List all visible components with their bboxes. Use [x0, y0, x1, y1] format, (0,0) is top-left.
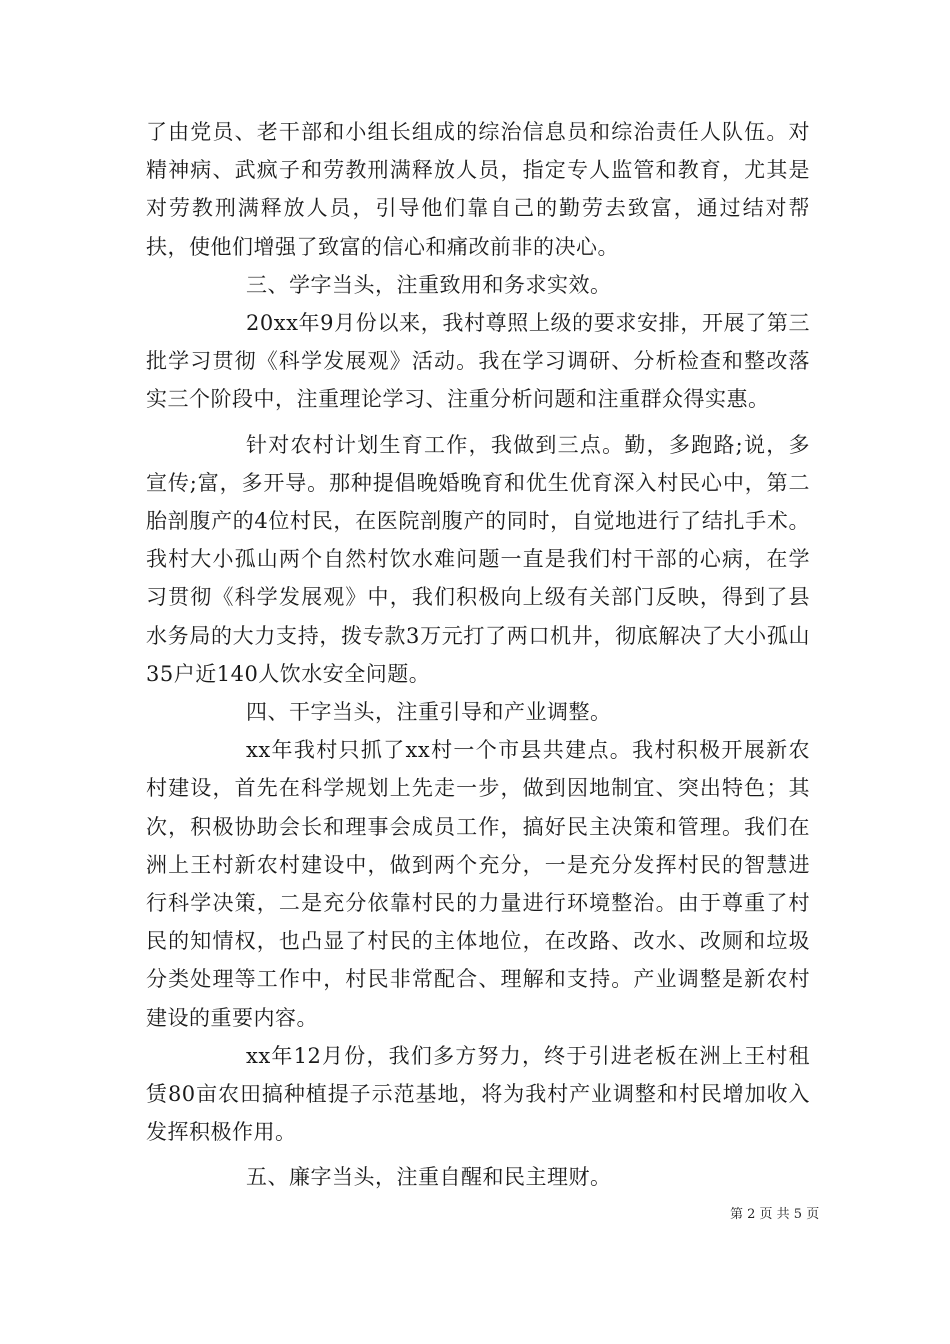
paragraph-5: xx年12月份，我们多方努力，终于引进老板在洲上王村租赁80亩农田搞种植提子示范基地，将为我村产业调整和村民增加收入发挥积极作用。	[146, 1043, 810, 1145]
paragraph-2: 20xx年9月份以来，我村尊照上级的要求安排，开展了第三批学习贯彻《科学发展观》活动。我在学习调研、分析检查和整改落实三个阶段中，注重理论学习、注重分析问题和注重群众得实惠。	[146, 311, 810, 412]
document-body	[146, 113, 810, 1197]
paragraph-4: xx年我村只抓了xx村一个市县共建点。我村积极开展新农村建设，首先在科学规划上先走一步，做到因地制宜、突出特色；其次，积极协助会长和理事会成员工作，搞好民主决策和管理。我们在洲上王村新农村建设中，做到两个充分，一是充分发挥村民的智慧进行科学决策，二是充分依靠村民的力量进行环境整治。由于尊重了村民的知情权，也凸显了村民的主体地位，在改路、改水、改厕和垃圾分类处理等工作中，村民非常配合、理解和支持。产业调整是新农村建设的重要内容。	[146, 738, 810, 1030]
paragraph-1: 了由党员、老干部和小组长组成的综治信息员和综治责任人队伍。对精神病、武疯子和劳教刑满释放人员，指定专人监管和教育，尤其是对劳教刑满释放人员，引导他们靠自己的勤劳去致富，通过结对帮扶，使他们增强了致富的信心和痛改前非的决心。	[146, 120, 810, 259]
paragraph-3: 针对农村计划生育工作，我做到三点。勤，多跑路;说，多宣传;富，多开导。那种提倡晚婚晚育和优生优育深入村民心中，第二胎剖腹产的4位村民，在医院剖腹产的同时，自觉地进行了结扎手术。我村大小孤山两个自然村饮水难问题一直是我们村干部的心病，在学习贯彻《科学发展观》中，我们积极向上级有关部门反映，得到了县水务局的大力支持，拨专款3万元打了两口机井，彻底解决了大小孤山35户近140人饮水安全问题。	[146, 432, 810, 686]
section-heading-4: 四、干字当头，注重引导和产业调整。	[246, 700, 612, 725]
section-heading-3: 三、学字当头，注重致用和务求实效。	[246, 272, 612, 297]
page-number: 第 2 页 共 5 页	[730, 1207, 820, 1222]
section-heading-5: 五、廉字当头，注重自醒和民主理财。	[246, 1165, 612, 1190]
